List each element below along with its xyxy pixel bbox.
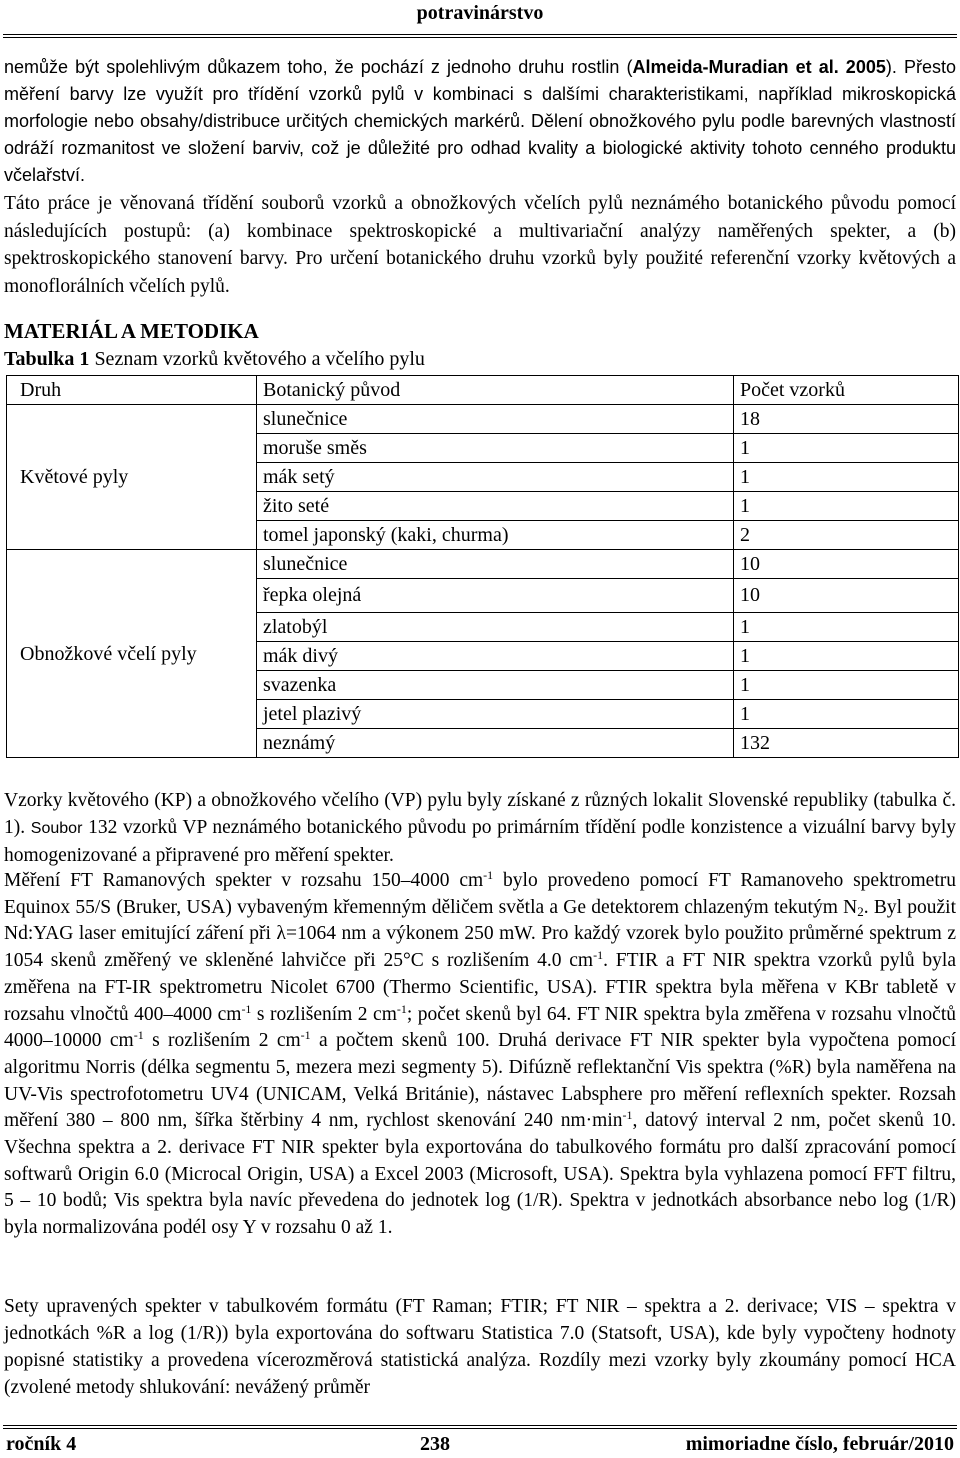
origin-cell: svazenka [257,671,734,700]
methods-text: s rozlišením 2 cm [251,1003,397,1025]
intro-paragraph-2: Táto práce je věnovaná třídění souborů vzorků a obnožkových včelích pylů neznámého botanického původu pomocí následujících postupů: (a) kombinace spektroskopické a multivariační analýzy naměřených spekter, a (b) spektroskopického stanovení barvy. Pro určení botanického druhu vzorků byly použité referenční vzorky květových a monoflorálních včelích pylů. [4,193,956,297]
column-header: Počet vzorků [734,376,959,405]
superscript: -1 [133,1028,144,1043]
methods-text: , datový interval 2 nm, počet skenů 10. Všechna spektra a 2. derivace FT NIR spekter byla exportována do tabulkového formátu pro další zpracování pomocí softwarů Origin 6.0 (Microcal Origin, USA) a Excel 2003 (Microsoft, USA). Spektra byla vyhlazena pomocí FFT filtru, 5 – 10 bodů; Vis spektra byla navíc převedena do jednotek log (1/R). Spektra v jednotkách absorbance nebo log (1/R) byla normalizována podél osy Y v rozsahu 0 až 1. [4,1110,956,1239]
superscript: -1 [483,868,494,882]
table-caption-label: Tabulka 1 [4,348,90,370]
superscript: -1 [241,1001,252,1016]
methods-paragraph-2 [4,868,956,1242]
superscript: -1 [396,1001,407,1016]
superscript: -1 [622,1108,633,1123]
samples-table [6,375,959,758]
methods-paragraph-3: Sety upravených spekter v tabulkovém formátu (FT Raman; FTIR; FT NIR – spektra a 2. derivace; VIS – spektra v jednotkách %R a log (1/R)) byla exportována do softwaru Statistica 7.0 (Statsoft, USA), kde byly vypočteny hodnoty popisné statistiky a provedena vícerozměrová statistická analýza. Rozdíly mezi vzorky byly zkoumány pomocí HCA (zvolené metody shlukování: nevážený průměr [4,1296,956,1398]
origin-cell: neznámý [257,729,734,758]
count-cell: 2 [734,521,959,550]
footer-volume: ročník 4 [6,1433,77,1455]
origin-cell: slunečnice [257,550,734,579]
superscript: -1 [593,948,604,963]
journal-header: potravinárstvo [416,2,544,24]
header-rule [3,34,957,35]
methods-text: Měření FT Ramanových spekter v rozsahu 150–4000 cm [4,870,484,891]
citation: Almeida-Muradian et al. 2005 [632,57,886,77]
origin-cell: mák divý [257,642,734,671]
intro-paragraph-1 [4,54,956,189]
origin-cell: mák setý [257,463,734,492]
table-header-row [7,376,959,405]
section-title: MATERIÁL A METODIKA [4,319,259,343]
table-row [7,405,959,434]
count-cell: 10 [734,579,959,613]
group-name: Obnožkové včelí pyly [7,550,257,758]
methods-text: ; počet skenů byl 64. FT NIR spektra byla změřena v rozsahu vlnočtů 4000–10000 cm [4,1003,956,1052]
count-cell: 1 [734,434,959,463]
header-rule-inner [3,37,957,38]
count-cell: 1 [734,492,959,521]
column-header: Botanický původ [257,376,734,405]
count-cell: 1 [734,671,959,700]
count-cell: 1 [734,613,959,642]
table-caption-text: Seznam vzorků květového a včelího pylu [89,348,425,370]
footer-rule [3,1425,957,1426]
origin-cell: tomel japonský (kaki, churma) [257,521,734,550]
methods-text: Vzorky květového (KP) a obnožkového včelího (VP) pylu byly získané z různých lokalit Slovenské republiky (tabulka č. 1). [4,790,956,838]
table-row [7,550,959,579]
intro-text-a: nemůže být spolehlivým důkazem toho, že pochází z jednoho druhu rostlin ( [4,57,633,77]
count-cell: 1 [734,642,959,671]
group-name: Květové pyly [7,405,257,550]
methods-text: . FTIR a FT NIR spektra vzorků pylů byla změřena na FT-IR spektrometru Nicolet 6700 (Thermo Scientific, USA). FTIR spektra byla měřena v KBr tabletě v rozsahu vlnočtů 400–4000 cm [4,950,956,1025]
count-cell: 10 [734,550,959,579]
methods-text: s rozlišením 2 cm [143,1030,301,1052]
origin-cell: slunečnice [257,405,734,434]
superscript: -1 [300,1028,311,1043]
origin-cell: zlatobýl [257,613,734,642]
table-caption [4,346,956,372]
methods-text: 132 vzorků VP neznámého botanického původu po primárním třídění podle konzistence a vizuální barvy byly homogenizované a připravené pro měření spekter. [4,817,956,866]
column-header: Druh [7,376,257,405]
origin-cell: řepka olejná [257,579,734,613]
origin-cell: jetel plazivý [257,700,734,729]
count-cell: 18 [734,405,959,434]
methods-text-small: Soubor [30,820,83,837]
methods-paragraph-1 [4,787,956,869]
count-cell: 132 [734,729,959,758]
origin-cell: žito seté [257,492,734,521]
footer-rule-inner [3,1428,957,1429]
methods-text: a počtem skenů 100. Druhá derivace FT NIR spekter byla vypočtena pomocí algoritmu Norris (délka segmentu 5, mezera mezi segmenty 5). Difúzně reflektanční Vis spektra (%R) byla naměřena na UV-Vis spectrofotometru UV4 (UNICAM, Velká Británie), nástavec Labsphere pro měření reflexních spekter. Rozsah měření 380 – 800 nm, šířka štěrbiny 4 nm, rychlost skenování 240 nm·min [4,1030,956,1132]
methods-text: bylo provedeno pomocí FT Ramanoveho spektrometru Equinox 55/S (Bruker, USA) vybaveným křemenným děličem světla a Ge detektorem chlazeným tekutým N [4,870,956,918]
intro-text-b: ). Přesto měření barvy lze využít pro třídění vzorků pylů v kombinaci s dalšími charakteristikami, například mikroskopická morfologie nebo obsahy/distribuce určitých chemických markérů. Dělení obnožkového pylu podle barevných vlastností odráží rozmanitost ve složení barviv, což je důležité pro odhad kvality a biologické aktivity tohoto cenného produktu včelařství. [4,57,956,185]
count-cell: 1 [734,463,959,492]
footer-page-number: 238 [420,1433,450,1455]
methods-text: . Byl použit Nd:YAG laser emitující záření při λ=1064 nm a výkonem 250 mW. Pro každý vzorek bylo použito průměrné spektrum z 1054 skenů změřený ve skleněné lahvičce při 25°C s rozlišením 4.0 cm [4,896,956,972]
footer-issue: mimoriadne číslo, február/2010 [685,1433,954,1455]
count-cell: 1 [734,700,959,729]
subscript: 2 [857,903,864,919]
origin-cell: moruše směs [257,434,734,463]
